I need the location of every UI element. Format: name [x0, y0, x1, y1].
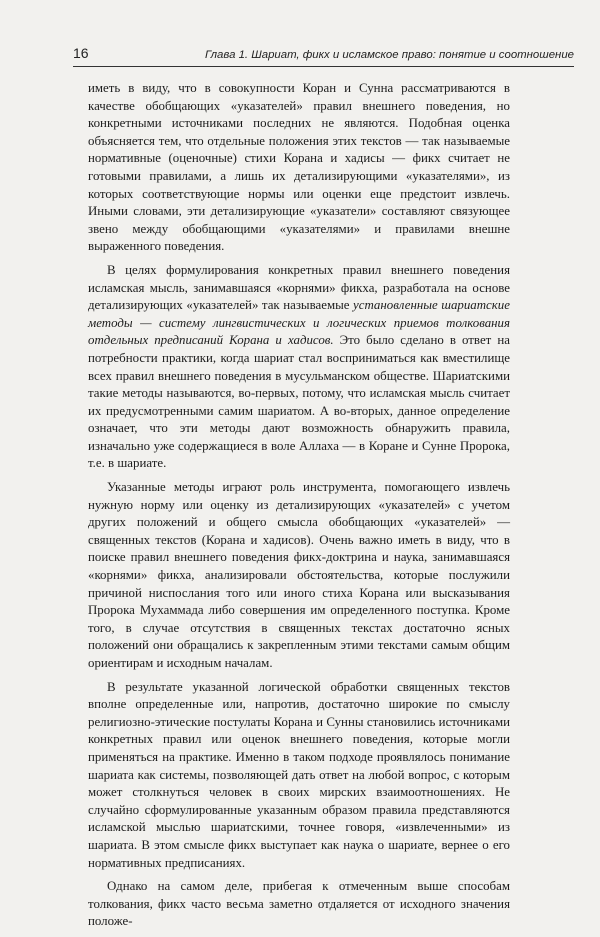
paragraph: Указанные методы играют роль инструмента, помогающего извлечь нужную норму или оценку из детализирующих «указателей» с учетом других положений и общего смысла обобщающих «указателей» — священных текстов (Корана и хадисов). Очень важно иметь в виду, что в поиске правил внешнего поведения фикх-доктрина и наука, занимавшаяся «корнями» фикха, анализировали обстоятельства, которые послужили причиной ниспослания того или иного стиха Корана или высказывания Пророка Мухаммада либо совершения им определенного поступка. Кроме того, в случае отсутствия в священных текстах достаточно ясных положений они обращались к закрепленным этими текстами самым общим ориентирам и исходным началам.	[88, 480, 510, 670]
paragraph-text: Это было сделано в ответ на потребности практики, когда шариат стал восприниматься как вместилище всех правил внешнего поведения в мусульманском обществе. Шариатскими такие методы называются, во-первых, потому, что исламская мысль считает их предусмотренными самим шариатом. А во-вторых, данное определение означает, что эти методы дают возможность обнаружить правила, изначально уже содержащиеся в воле Аллаха — в Коране и Сунне Пророка, т.е. в шариате.	[88, 333, 510, 471]
body-text	[88, 80, 510, 937]
paragraph-emphasis: установленные шариатские методы — систему лингвистических и логических приемов толкования отдельных предписаний Корана и хадисов.	[88, 298, 510, 348]
paragraph: иметь в виду, что в совокупности Коран и Сунна рассматриваются в качестве обобщающих «указателей» правил внешнего поведения, но конкретными источниками последних не являются. Подобная оценка объясняется тем, что отдельные положения этих текстов — так называемые нормативные (оценочные) стихи Корана и хадисы — фикх считает не готовыми правилами, а лишь их детализирующими «указателями», из которых соответствующие нормы или оценки еще предстоит извлечь. Иными словами, эти детализирующие «указатели» составляют связующее звено между обобщающими «указателями» и правилами внешне выраженного поведения.	[88, 81, 510, 254]
paragraph-text: В целях формулирования конкретных правил внешнего поведения исламская мысль, занимавшаяся «корнями» фикха, разработала на основе детализирующих «указателей» так называемые	[88, 262, 510, 313]
paragraph: В результате указанной логической обработки священных текстов вполне определенные или, напротив, достаточно широкие по смыслу религиозно-этические постулаты Корана и Сунны становились источниками конкретных правил или оценок внешнего поведения, которые могли применяться на практике. Именно в таком подходе проявлялось понимание шариата как системы, позволяющей дать ответ на любой вопрос, с которым может столкнуться человек в своих мирских взаимоотношениях. Не случайно сформулированные указанным образом правила представляются исламской мыслью шариатскими, точнее говоря, «извлеченными» из шариата. В этом смысле фикх выступает как наука о шариате, вернее о его нормативных предписаниях.	[88, 679, 510, 870]
page-header	[73, 45, 574, 65]
paragraph	[88, 262, 510, 473]
header-divider	[73, 66, 574, 67]
running-head: Глава 1. Шариат, фикх и исламское право: понятие и соотношение	[204, 49, 574, 61]
page-number: 16	[73, 45, 89, 61]
paragraph: Однако на самом деле, прибегая к отмеченным выше способам толкования, фикх часто весьма заметно отдаляется от исходного значения положе-	[88, 879, 510, 929]
